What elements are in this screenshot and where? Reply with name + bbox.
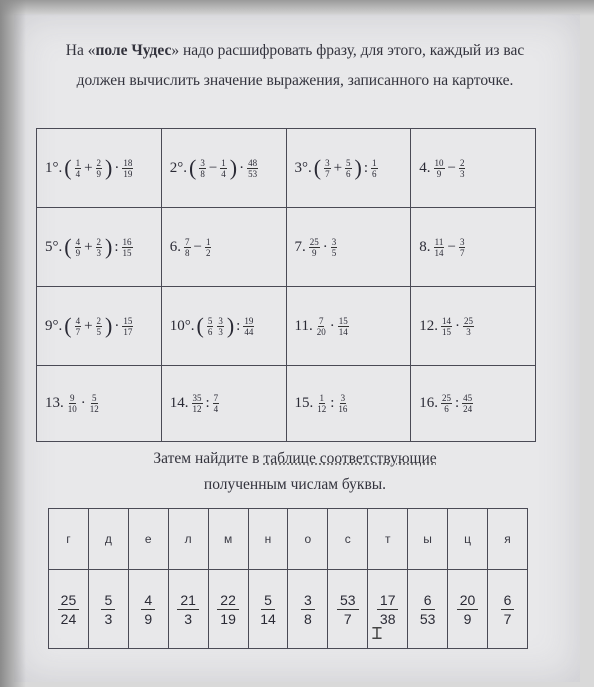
card-cell [161,366,286,442]
answer-letter: д [88,509,128,570]
fraction [309,237,320,258]
denominator: 14 [260,610,276,627]
numerator: 2 [96,157,102,168]
card-expression [419,158,466,179]
card-cell [411,129,536,208]
fraction [462,393,473,414]
numerator: 3 [218,315,223,326]
numerator: 1 [221,157,226,168]
fraction [75,237,82,258]
answer-fraction [58,591,80,628]
answer-fraction [101,591,115,628]
numerator: 3 [340,393,346,404]
card-cell [286,129,411,208]
card-expression [45,236,134,258]
expression-symbol: ( [189,155,197,181]
denominator: 8 [185,247,190,258]
fraction [459,237,466,258]
denominator: 5 [96,326,102,337]
denominator: 53 [419,610,436,627]
expression-symbol: − [447,238,456,255]
fraction [217,316,224,337]
fraction [316,316,327,337]
numerator: 14 [442,315,451,326]
fraction [89,393,100,414]
denominator: 17 [123,326,133,337]
numerator: 2 [96,236,102,247]
cards-row [37,129,536,208]
numerator: 5 [346,157,351,168]
fraction [316,393,327,414]
fraction [75,316,82,337]
cards-row [37,287,536,366]
answer-value [487,570,527,649]
card-expression [419,237,466,258]
numerator: 3 [325,157,330,168]
numerator: 21 [177,591,199,610]
denominator: 7 [343,610,352,627]
numerator: 5 [207,315,213,326]
denominator: 14 [434,247,444,258]
fraction [199,158,206,179]
card-number: 11. [294,317,313,334]
fraction [96,316,103,337]
denominator: 3 [96,247,102,258]
card-number: 4. [419,159,431,176]
denominator: 9 [75,247,81,258]
answer-letter: ц [448,509,488,570]
expression-symbol: ( [64,313,72,339]
expression-symbol: : [330,395,335,412]
instruction-line2: полученным числам буквы. [203,476,387,493]
card-expression [419,316,475,337]
fraction [331,237,338,258]
numerator: 17 [377,591,399,610]
numerator: 10 [434,157,444,168]
denominator: 44 [244,326,254,337]
fraction [122,158,133,179]
expression-symbol: : [455,395,460,412]
expression-symbol: − [208,159,218,176]
fraction [207,316,214,337]
card-expression [295,157,379,179]
numerator: 15 [123,315,133,326]
numerator: 25 [442,393,451,404]
card-cell [411,366,536,442]
fraction [96,237,103,258]
numerator: 1 [372,157,377,168]
fraction [122,237,133,258]
numerator: 5 [92,393,97,404]
expression-symbol: − [193,238,202,255]
card-expression [295,316,350,337]
denominator: 6 [207,326,213,337]
numerator: 6 [421,591,435,610]
fraction [441,316,452,337]
denominator: 20 [316,326,326,337]
card-number: 3°. [294,159,312,176]
numerator: 4 [141,591,155,610]
card-cell [37,287,162,366]
answer-value [88,570,128,649]
fraction [459,158,466,179]
expression-symbol: ( [313,155,322,181]
card-number: 13. [45,395,64,412]
numerator: 5 [101,591,115,610]
expression-symbol: · [455,317,460,334]
denominator: 9 [144,610,153,627]
denominator: 12 [192,404,202,415]
fraction [67,393,78,414]
card-cell [411,287,536,366]
card-number: 12. [419,317,438,334]
numerator: 25 [464,315,473,326]
numerator: 3 [331,236,337,247]
numerator: 2 [459,157,465,168]
denominator: 9 [312,247,317,258]
numerator: 25 [309,236,319,247]
answer-letter: г [49,509,89,570]
answer-letter: е [128,509,168,570]
answer-value [288,570,328,649]
intro-part1: На « [65,42,96,59]
cards-row [37,208,536,287]
fraction [247,158,258,179]
expression-symbol: : [114,238,119,255]
denominator: 12 [317,404,327,415]
expression-symbol: : [236,317,241,334]
card-number: 5°. [45,238,63,255]
answer-value [408,570,448,649]
card-cell [37,129,162,208]
card-expression [45,315,134,337]
denominator: 3 [184,610,193,627]
card-number: 1°. [45,159,63,176]
denominator: 19 [220,610,236,627]
answer-fraction [420,591,436,628]
denominator: 3 [104,610,113,627]
numerator: 45 [463,393,473,404]
answer-letter: н [248,509,288,570]
card-expression [45,393,101,414]
fraction [122,316,133,337]
fraction [184,237,191,258]
instruction-part1: Затем найдите в [153,450,264,467]
card-number: 14. [169,395,189,412]
expression-symbol: ) [105,313,113,339]
denominator: 9 [463,610,472,627]
denominator: 15 [442,326,451,337]
card-cell [411,208,536,287]
answer-value [128,570,168,649]
expression-symbol: ( [196,313,204,339]
fraction [75,158,82,179]
answer-letter: с [328,509,368,570]
answer-letter: м [208,509,248,570]
card-cell [286,208,411,287]
expression-symbol: ) [226,313,235,339]
denominator: 14 [338,326,348,337]
card-cell [37,208,162,287]
denominator: 12 [89,404,99,415]
card-expression [170,237,213,258]
fraction [324,158,331,179]
denominator: 10 [67,404,77,415]
answer-letter: т [368,509,408,570]
denominator: 4 [221,168,226,179]
card-number: 10°. [169,317,195,334]
expression-symbol: · [114,159,120,176]
card-cell [161,208,286,287]
answer-letter: я [487,509,527,570]
denominator: 7 [503,610,512,627]
denominator: 7 [325,168,330,179]
card-number: 7. [294,238,306,255]
numerator: 1 [75,157,81,168]
answer-letter: о [288,509,328,570]
expression-symbol: ( [64,234,72,260]
cards-table [36,128,536,442]
answer-letter: л [168,509,208,570]
photo-shadow-left [0,0,26,687]
numerator: 6 [501,591,515,610]
numerator: 4 [75,315,81,326]
fraction [243,316,254,337]
answer-letter: ы [408,509,448,570]
card-number: 6. [169,238,181,255]
card-number: 16. [419,395,438,412]
card-expression [295,237,339,258]
answer-fraction [141,591,155,628]
denominator: 9 [96,168,102,179]
fraction [441,393,452,414]
answer-fraction [217,591,239,628]
card-cell [161,129,286,208]
numerator: 3 [459,236,465,247]
numerator: 19 [244,315,254,326]
photo-shadow-top [0,0,594,16]
answer-value [168,570,208,649]
answer-fraction [457,591,479,628]
expression-symbol: ) [229,155,238,181]
numerator: 1 [319,393,324,404]
fraction [213,393,220,414]
text-cursor-icon: Ꮖ [372,624,383,643]
expression-symbol: : [363,159,369,176]
card-cell [286,366,411,442]
numerator: 22 [217,591,239,610]
denominator: 7 [75,326,81,337]
fraction [220,158,227,179]
card-cell [286,287,411,366]
denominator: 15 [122,247,132,258]
numerator: 11 [434,236,444,247]
answer-fraction [337,591,359,628]
numerator: 53 [337,591,359,610]
card-cell [161,287,286,366]
denominator: 24 [463,404,473,415]
answer-fraction [501,591,515,628]
card-number: 9°. [45,317,63,334]
instruction-underlined: таблице соответствующие [263,450,437,467]
intro-part2: » надо расшифровать фразу, для этого, каждый из вас должен вычислить значение выражения, записанного на карточке. [76,42,525,89]
expression-symbol: + [84,317,93,334]
values-row [49,570,528,649]
denominator: 3 [218,326,223,337]
numerator: 16 [122,236,132,247]
numerator: 9 [70,393,75,404]
numerator: 25 [58,591,80,610]
denominator: 5 [331,247,337,258]
denominator: 19 [123,168,133,179]
expression-symbol: ( [64,155,72,181]
fraction [463,316,474,337]
denominator: 7 [459,247,465,258]
letters-row [49,509,528,570]
expression-symbol: · [239,159,245,176]
numerator: 5 [261,591,275,610]
expression-symbol: + [84,159,93,176]
expression-symbol: + [84,238,93,255]
card-number: 2°. [169,159,187,176]
answers-table [48,508,528,649]
denominator: 38 [379,610,396,627]
numerator: 3 [200,157,205,168]
expression-symbol: − [447,159,456,176]
answer-value [248,570,288,649]
fraction [338,316,349,337]
expression-symbol: · [80,395,86,412]
denominator: 24 [60,610,77,627]
denominator: 6 [346,168,351,179]
denominator: 9 [436,168,442,179]
answer-fraction [260,591,276,628]
denominator: 2 [205,247,211,258]
numerator: 15 [338,315,348,326]
numerator: 7 [185,236,190,247]
numerator: 1 [205,236,211,247]
fraction [192,393,203,414]
numerator: 35 [192,393,202,404]
numerator: 4 [75,236,81,247]
denominator: 6 [372,168,377,179]
fraction [434,158,445,179]
fraction [371,158,378,179]
denominator: 3 [459,168,465,179]
cards-row [37,366,536,442]
numerator: 3 [301,591,315,610]
intro-bold: поле Чудес [95,42,172,59]
card-expression [419,393,474,414]
fraction [337,393,348,414]
expression-symbol: + [333,159,343,176]
intro-text [40,36,550,96]
fraction [434,237,445,258]
card-expression [170,315,256,337]
answer-value [448,570,488,649]
expression-symbol: ) [105,155,113,181]
denominator: 16 [338,404,348,415]
expression-symbol: · [322,238,328,255]
expression-symbol: : [205,395,210,412]
card-number: 15. [294,395,314,412]
numerator: 48 [248,157,258,168]
denominator: 8 [303,610,312,627]
answer-fraction [377,591,399,628]
denominator: 53 [248,168,258,179]
fraction [345,158,352,179]
numerator: 7 [213,393,219,404]
numerator: 18 [123,157,133,168]
numerator: 20 [457,591,479,610]
expression-symbol: · [114,317,120,334]
answer-value [328,570,368,649]
card-number: 8. [419,238,431,255]
expression-symbol: ) [354,155,362,181]
card-expression [170,157,259,179]
denominator: 8 [200,168,205,179]
instruction-text [80,446,510,498]
numerator: 7 [318,315,324,326]
card-expression [295,393,350,414]
denominator: 4 [75,168,81,179]
denominator: 4 [213,404,219,415]
denominator: 6 [444,404,449,415]
expression-symbol: · [329,317,335,334]
answer-fraction [301,591,315,628]
answer-fraction [177,591,199,628]
card-expression [170,393,220,414]
fraction [205,237,212,258]
card-cell [37,366,162,442]
expression-symbol: ) [105,234,113,260]
fraction [96,158,103,179]
answer-value [208,570,248,649]
card-expression [45,157,134,179]
numerator: 2 [96,315,102,326]
answer-value [49,570,89,649]
denominator: 3 [466,326,471,337]
